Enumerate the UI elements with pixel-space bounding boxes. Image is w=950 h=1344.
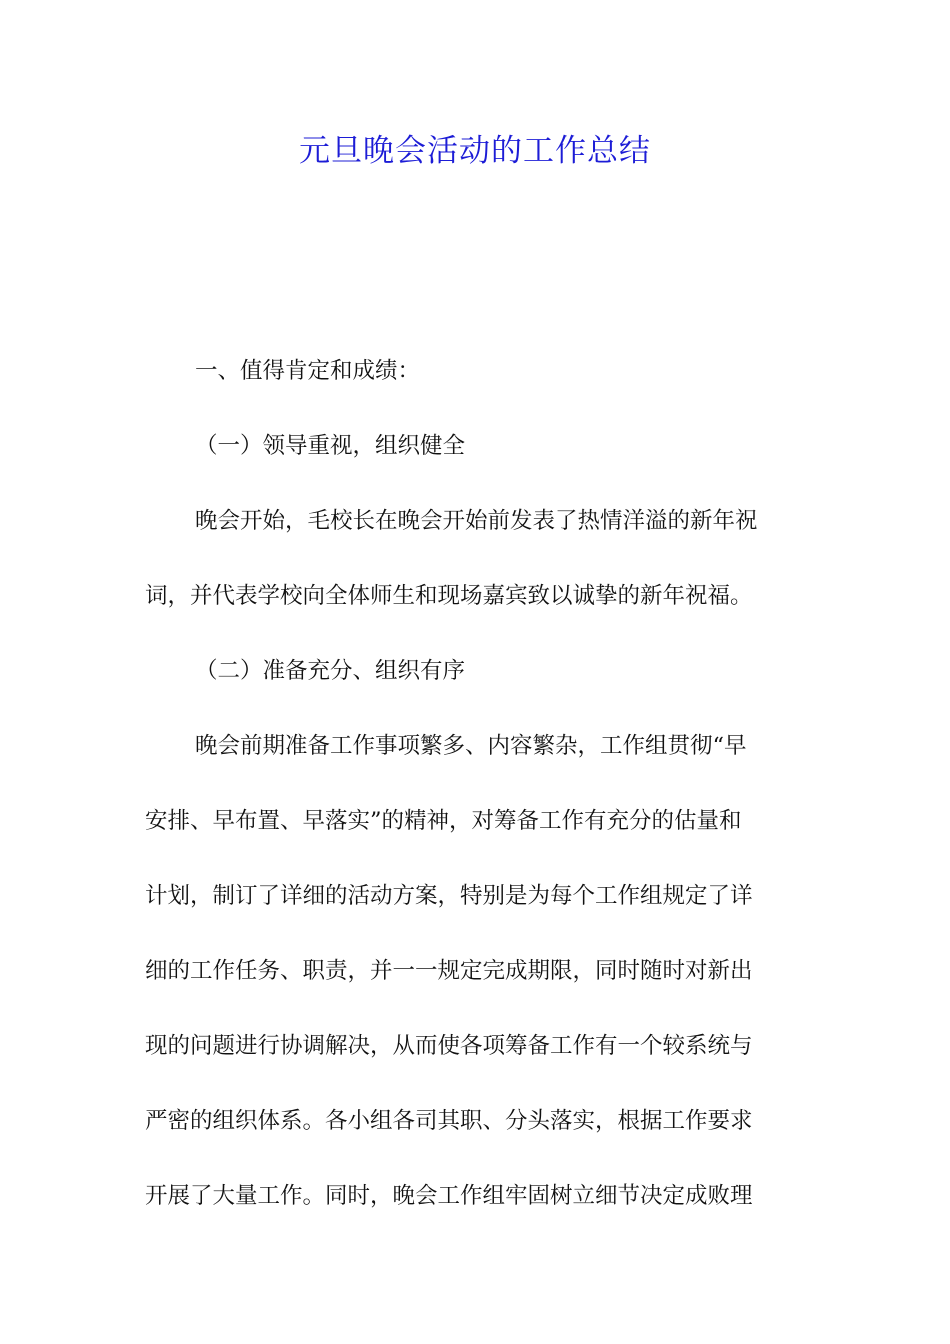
document-title: 元旦晚会活动的工作总结 <box>299 133 651 169</box>
document-body <box>145 334 805 1234</box>
paragraph-line: 严密的组织体系。各小组各司其职、分头落实，根据工作要求 <box>145 1108 753 1134</box>
subsection-heading-2: （二）准备充分、组织有序 <box>195 658 466 684</box>
paragraph-line: 计划，制订了详细的活动方案，特别是为每个工作组规定了详 <box>145 883 753 909</box>
paragraph-line: 细的工作任务、职责，并一一规定完成期限，同时随时对新出 <box>145 958 753 984</box>
paragraph-line: 安排、早布置、早落实”的精神，对筹备工作有充分的估量和 <box>145 808 742 834</box>
paragraph-line: 词，并代表学校向全体师生和现场嘉宾致以诚挚的新年祝福。 <box>145 583 753 609</box>
paragraph-line: 开展了大量工作。同时，晚会工作组牢固树立细节决定成败理 <box>145 1183 753 1209</box>
paragraph-line: 现的问题进行协调解决，从而使各项筹备工作有一个较系统与 <box>145 1033 753 1059</box>
paragraph-line: 晚会前期准备工作事项繁多、内容繁杂，工作组贯彻“早 <box>195 733 747 759</box>
section-heading-1: 一、值得肯定和成绩： <box>195 358 421 384</box>
paragraph-line: 晚会开始，毛校长在晚会开始前发表了热情洋溢的新年祝 <box>195 508 758 534</box>
subsection-heading-1: （一）领导重视，组织健全 <box>195 433 466 459</box>
